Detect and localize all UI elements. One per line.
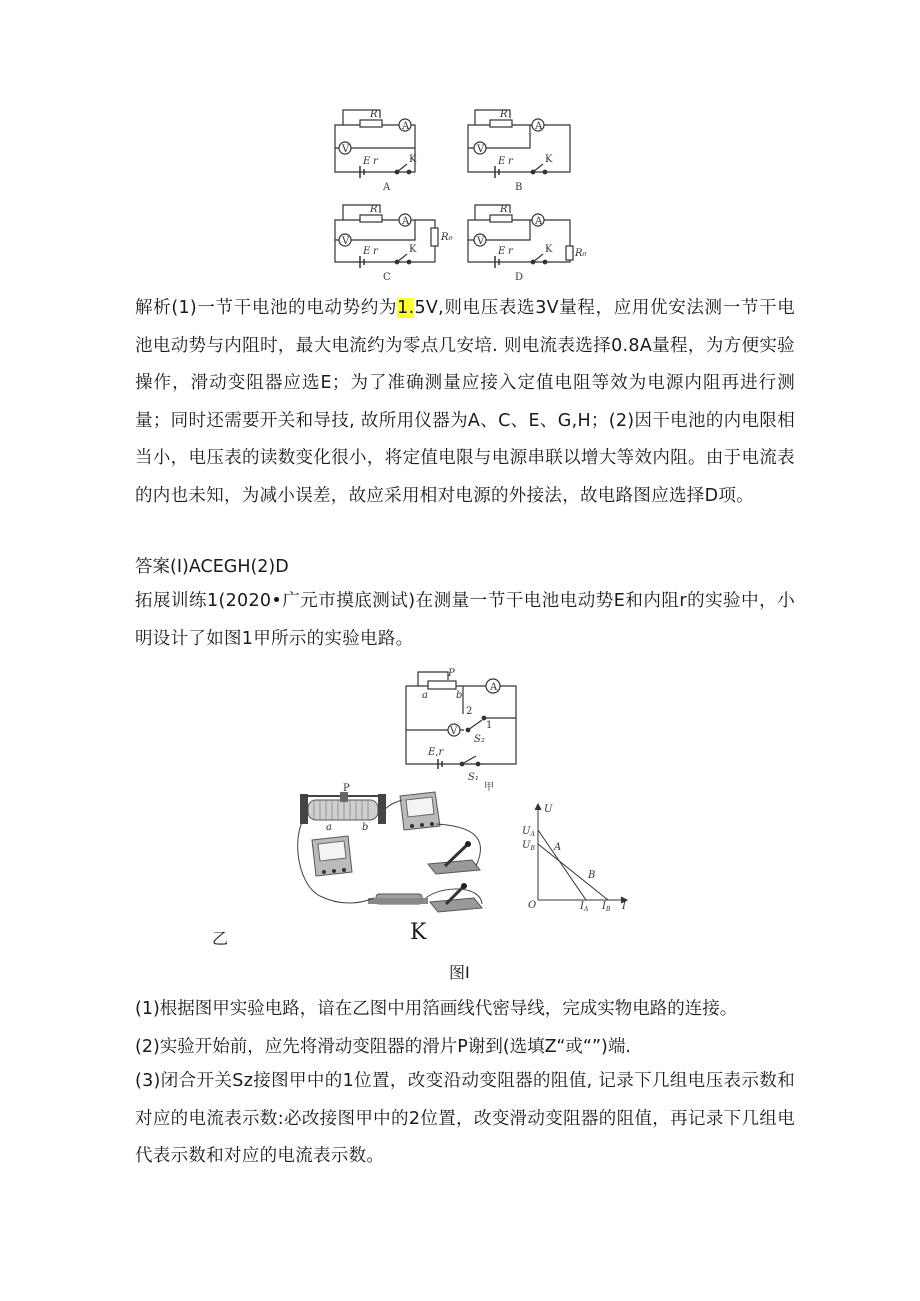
symbol-e-d: E (498, 246, 506, 257)
analysis-highlight: 1. (397, 298, 415, 318)
switch-position-1: 1 (486, 720, 493, 731)
circuit-options-figure (325, 100, 585, 290)
figure-1-circuit-jia (398, 662, 528, 797)
axis-label-i: I (622, 901, 626, 912)
question-1: (1)根据图甲实验电路，谙在乙图中用箔画线代密导线，完成实物电路的连接。 (135, 999, 738, 1019)
symbol-e-c: E (363, 246, 371, 257)
analysis-text-rest: 5V,则电压表选3V量程，应用优安法测一节干电池电动势与内阻时，最大电流约为零点几安培. 则电流表选择0.8A量程，为方便实验操作，滑动变阻器应选E；为了准确测量应接入定值电阻等效为电源内阻再进行测量；同时还需要开关和导技, 故所用仪器为A、C、E、G,H；(2)因干电池的内电限相当小，电压表的读数变化很小，将定值电限与电源串联以增大等效内阻。由于电流表的内也未知，为减小误差，故应采用相对电源的外接法，故电路图应选择D项。 (135, 298, 795, 506)
symbol-switch-s1: S₁ (468, 772, 479, 783)
symbol-small-r-a: r (373, 156, 378, 167)
figure-label-k: K (410, 920, 427, 945)
symbol-switch-s2: S₂ (474, 734, 485, 745)
figure-label-yi: 乙 (212, 929, 229, 948)
switch-position-2: 2 (466, 706, 473, 717)
figure-caption: 图I (449, 963, 470, 982)
tick-label-ua: $U_A$ (522, 826, 535, 838)
question-2: (2)实验开始前，应先将滑动变阻器的滑片P谢到(选填Z“或“”)端. (135, 1037, 631, 1057)
symbol-e-b: E (498, 156, 506, 167)
svg-text:a: a (326, 822, 332, 833)
figure-1-ui-graph (518, 800, 633, 913)
symbol-r-c: R (370, 204, 378, 215)
symbol-e-a: E (363, 156, 371, 167)
symbol-r-a: R (370, 109, 378, 120)
exercise-paragraph: 拓展训练1(2020•广元市摸底测试)在测量一节干电池电动势E和内阻r的实验中，小明设计了如图1甲所示的实验电路。 (135, 591, 795, 649)
switch-s2-picture (428, 841, 480, 874)
symbol-small-r-d: r (508, 246, 513, 257)
symbol-voltmeter-a: V (342, 144, 350, 155)
analysis-text-start: 解析(1)一节干电池的电动势约为 (135, 298, 398, 318)
symbol-k-b: K (545, 154, 553, 165)
svg-text:P: P (343, 783, 350, 794)
symbol-slider-p: P (448, 668, 455, 679)
symbol-ammeter-b: A (535, 121, 543, 132)
symbol-voltmeter-d: V (477, 236, 485, 247)
question-3: (3)闭合开关Sz接图甲中的1位置，改变沿动变阻器的阻值, 记录下几组电压表示数和对应的电流表示数:必改接图甲中的2位置，改变滑动变阻器的阻值，再记录下几组电代表示数和对应的电流表示数。 (135, 1071, 795, 1166)
symbol-r0-d: R₀ (575, 248, 587, 259)
circuit-label-c: C (383, 272, 391, 283)
svg-text:b: b (362, 822, 369, 833)
symbol-r-d: R (500, 204, 508, 215)
symbol-ammeter: A (490, 682, 498, 693)
line-label-a: A (554, 842, 562, 853)
symbol-voltmeter: V (450, 726, 458, 737)
circuit-label-d: D (515, 272, 524, 283)
circuit-label-a: A (383, 182, 391, 193)
symbol-ammeter-c: A (402, 216, 410, 227)
circuit-label-b: B (515, 182, 523, 193)
figure-1-apparatus-yi (290, 783, 510, 918)
tick-label-ia: $I_A$ (580, 901, 589, 913)
axis-label-u: U (544, 804, 553, 815)
symbol-ammeter-a: A (402, 121, 410, 132)
symbol-end-b: b (456, 690, 463, 701)
figure-label-jia: 甲 (484, 782, 494, 793)
symbol-end-a: a (422, 690, 428, 701)
rheostat-picture (300, 792, 386, 824)
origin-label: O (528, 900, 537, 911)
symbol-small-r-c: r (373, 246, 378, 257)
symbol-r0-c: R₀ (441, 232, 453, 243)
line-a (538, 830, 586, 900)
line-b (538, 844, 608, 900)
answer-line: 答案(I)ACEGH(2)D (135, 557, 289, 577)
symbol-voltmeter-b: V (477, 144, 485, 155)
symbol-r-b: R (500, 109, 508, 120)
symbol-ammeter-d: A (535, 216, 543, 227)
line-label-b: B (588, 870, 596, 881)
circuit-c (335, 205, 438, 268)
symbol-k-d: K (545, 244, 553, 255)
analysis-paragraph (135, 290, 795, 515)
symbol-small-r-b: r (508, 156, 513, 167)
symbol-k-a: K (409, 154, 417, 165)
symbol-battery-er: E,r (428, 747, 444, 758)
tick-label-ib: $I_B$ (602, 901, 611, 913)
tick-label-ub: $U_B$ (522, 840, 535, 852)
battery-picture (368, 894, 428, 904)
ammeter-picture (400, 792, 440, 830)
symbol-voltmeter-c: V (342, 236, 350, 247)
voltmeter-picture (312, 836, 352, 876)
symbol-k-c: K (409, 244, 417, 255)
switch-s1-picture (430, 883, 482, 912)
